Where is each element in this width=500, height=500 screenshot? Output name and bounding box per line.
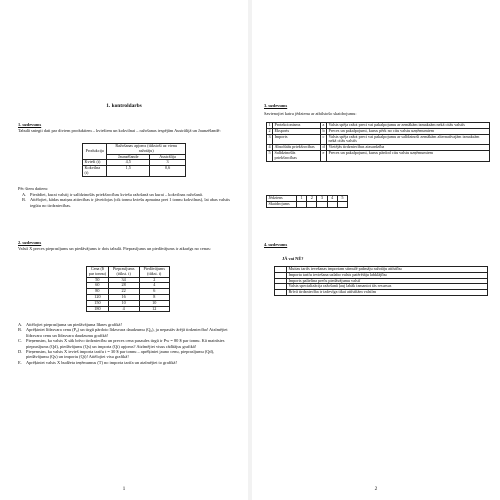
- question-text: Attēlojiet, kādas maiņas attiecības ir jāveidojas (cik tonnu kviešu apmaina pret 1 tonnu kokvilnas), lai abas valstis iegūtu no tirdzniecības.: [30, 197, 230, 208]
- task1-cell: 4,5: [107, 160, 150, 166]
- task1-questions: [22, 192, 234, 208]
- task1-cell: 3: [150, 160, 186, 166]
- def-letter: b: [322, 127, 325, 133]
- task1-row-label: Kvieši (t): [83, 160, 107, 166]
- task4-heading: 4. uzdevums: [264, 242, 288, 247]
- document-page-1: [0, 0, 248, 500]
- answer-cell[interactable]: [307, 201, 317, 207]
- answer-number: 5: [337, 196, 347, 202]
- question-letter: D.: [18, 349, 23, 355]
- question-text: Pieņemsim, ka valsts X sāk brīvo tirdzniecību un preces cena pasaules tirgū ir Pw = 80 $ par tonnu. Kā mainīsies pieprasījums (Qd), piedāvājums (Qs) un importa (Qi) apjoms? Atzīmējiet visus rādītājus grafikā!: [26, 338, 225, 349]
- task1-prompt: Pēc šiem datiem:: [18, 186, 48, 191]
- term-name: Imports: [273, 134, 321, 145]
- question-text: Attēlojiet pieprasījuma un piedāvājuma līknes grafikā!: [26, 322, 122, 327]
- answer-row-label: Skaidrojums: [267, 201, 297, 207]
- task2-cell: 34: [108, 277, 139, 283]
- question-letter: B.: [22, 197, 27, 203]
- question-letter: E.: [18, 359, 22, 365]
- task2-cell: 16: [108, 294, 139, 300]
- answer-number: 3: [317, 196, 327, 202]
- term-name: Absolūtās priekšrocības: [273, 145, 321, 151]
- task2-question: [18, 327, 236, 338]
- task2-cell: 22: [108, 289, 139, 295]
- task2-cell: 120: [87, 294, 109, 300]
- task2-cell: 4: [108, 306, 139, 312]
- task2-cell: 60: [87, 283, 109, 289]
- task2-intro: Valstī X preces pieprasījums un piedāvājums ir dots tabulā. Pieprasījums un piedāvājums ir atkarīgs no cenas:: [18, 246, 211, 251]
- task2-col-header: Pieprasījums (tūkst. t): [108, 267, 139, 278]
- question-letter: B.: [18, 327, 23, 333]
- question-text: Aprēķiniet valsts X budžeta ieņēmumus (T) no importa tarifa un atzīmējiet to grafikā!: [26, 359, 177, 365]
- task2-question: [18, 349, 236, 360]
- task1-col-header: Austrālija: [150, 154, 186, 160]
- task1-cell: 1,5: [107, 166, 150, 177]
- task2-cell: 28: [108, 283, 139, 289]
- term-number: 2: [268, 127, 271, 133]
- task2-cell: 80: [87, 289, 109, 295]
- statement: Brīvā tirdzniecība ir izdevīga tikai attīstītām valstīm: [287, 290, 488, 296]
- task4-table: [274, 266, 488, 296]
- task2-heading: 2. uzdevums: [18, 240, 42, 245]
- task2-cell: 4: [139, 283, 170, 289]
- task3-match-table: [266, 122, 490, 162]
- term-definition: Vietējās tirdzniecības aizsardzība: [327, 145, 490, 151]
- task3-answer-table: [266, 195, 348, 208]
- task2-cell: 50: [87, 277, 109, 283]
- term-name: Protekcionisms: [273, 123, 321, 129]
- statement: Imports palielina preču piedāvājumu valstī: [287, 278, 488, 284]
- task1-row-label: Kokvilna (t): [83, 166, 107, 177]
- answer-cell[interactable]: [297, 201, 307, 207]
- term-number: 5: [267, 150, 273, 161]
- term-definition: Valsts spēja ražot preci vai pakalpojumu ar zemākām izmaksām nekā citās valstīs: [327, 123, 490, 129]
- statement: Muitas tarifs ievešanas importam stimulē pašmāju ražotāju attīstību: [287, 267, 488, 273]
- task2-question: [18, 338, 236, 349]
- task2-cell: 8: [139, 294, 170, 300]
- task1-question: [22, 197, 234, 208]
- term-name: Eksports: [273, 128, 321, 134]
- task2-col-header: Cena ($ par tonnu): [87, 267, 109, 278]
- task2-cell: 10: [139, 300, 170, 306]
- term-definition: Valsts spēja ražot preci vai pakalpojumu ar salīdzinoši zemākām alternatīvajām izmaksām nekā citās valstīs: [327, 134, 490, 145]
- answer-cell[interactable]: [337, 201, 347, 207]
- question-letter: A.: [18, 322, 23, 327]
- page-title: 1. kontroldarbs: [106, 103, 142, 109]
- task2-col-header: Piedāvājums (tūkst. t): [139, 267, 170, 278]
- task2-cell: 12: [139, 306, 170, 312]
- document-page-2: [252, 0, 500, 500]
- statement: Valsts specializācija ražošanā ļauj labāk izmantot tās resursus: [287, 284, 488, 290]
- term-name: Salīdzinošās priekšrocības: [273, 150, 321, 161]
- answer-number: 4: [327, 196, 337, 202]
- answer-row-label: Jēdziens: [267, 196, 297, 202]
- task2-table: [86, 266, 170, 312]
- answer-cell[interactable]: [317, 201, 327, 207]
- task4-subheading: JĀ vai NĒ?: [282, 256, 304, 261]
- task3-heading: 3. uzdevums: [264, 103, 288, 108]
- task2-cell: 150: [87, 300, 109, 306]
- page-number: 2: [374, 486, 378, 492]
- task2-question: [18, 360, 236, 365]
- answer-box[interactable]: [275, 290, 287, 296]
- def-letter: c: [321, 134, 327, 145]
- answer-number: 2: [307, 196, 317, 202]
- statement: Importa tarifu ieviešana uzlabo valsts patērētāju labklājību: [287, 272, 488, 278]
- task1-cell: 0,6: [150, 166, 186, 177]
- def-letter: a: [321, 123, 327, 129]
- task1-intro: Tabulā sniegti dati par diviem produktiem – kviešiem un kokvilnai – ražošanas iespējām Austrālijā un Jaunzēlandē:: [18, 128, 221, 133]
- term-definition: Preces un pakalpojumi, kurus pārdod citu valstu uzņēmumiem: [327, 150, 490, 161]
- task2-cell: 10: [108, 300, 139, 306]
- term-number: 4: [268, 144, 271, 150]
- task1-group-header: Ražošanas apjoms (tūkstoši uz vienu ražotāju): [107, 144, 186, 155]
- question-text: Pierādiet, kurai valstij ir salīdzinošās priekšrocības kviešu ražošanā un kurai – kokvilnas ražošanā.: [30, 192, 203, 197]
- question-text: Pieņemsim, ka valsts X ievieš importa tarifu t = 30 $ par tonnu – aprēķiniet jauno cenu, pieprasījumu (Qd), piedāvājumu (Qs) un importu (Qi)! Attēlojiet visu grafikā!: [26, 349, 215, 360]
- question-letter: C.: [18, 338, 23, 344]
- task1-col-header: Jaunzēlande: [107, 154, 150, 160]
- task2-cell: 6: [139, 289, 170, 295]
- task1-row-header: Produkcija: [83, 144, 107, 160]
- answer-number: 1: [297, 196, 307, 202]
- task1-table: [82, 143, 186, 177]
- question-text: Aprēķiniet līdzsvara cenu (P₀) un tirgū pārdoto līdzsvara daudzumu (Q₀), ja nepastāv ārējā tirdzniecība! Atzīmējiet līdzsvara cenu un līdzsvara daudzumu grafikā!: [26, 327, 228, 338]
- def-letter: e: [321, 150, 327, 161]
- task2-questions: [18, 322, 236, 365]
- task2-cell: 2: [139, 277, 170, 283]
- question-letter: A.: [22, 192, 27, 197]
- term-number: 1: [268, 122, 271, 127]
- task1-heading: 1. uzdevums: [18, 122, 42, 127]
- def-letter: d: [322, 144, 325, 150]
- page-number: 1: [122, 486, 126, 492]
- answer-cell[interactable]: [327, 201, 337, 207]
- term-number: 3: [267, 134, 273, 145]
- term-definition: Preces un pakalpojumi, kurus pērk no citu valstu uzņēmumiem: [327, 128, 490, 134]
- task3-intro: Savienojiet katru jēdzienu ar atbilstošo skaidrojumu:: [264, 111, 357, 116]
- task2-cell: 180: [87, 306, 109, 312]
